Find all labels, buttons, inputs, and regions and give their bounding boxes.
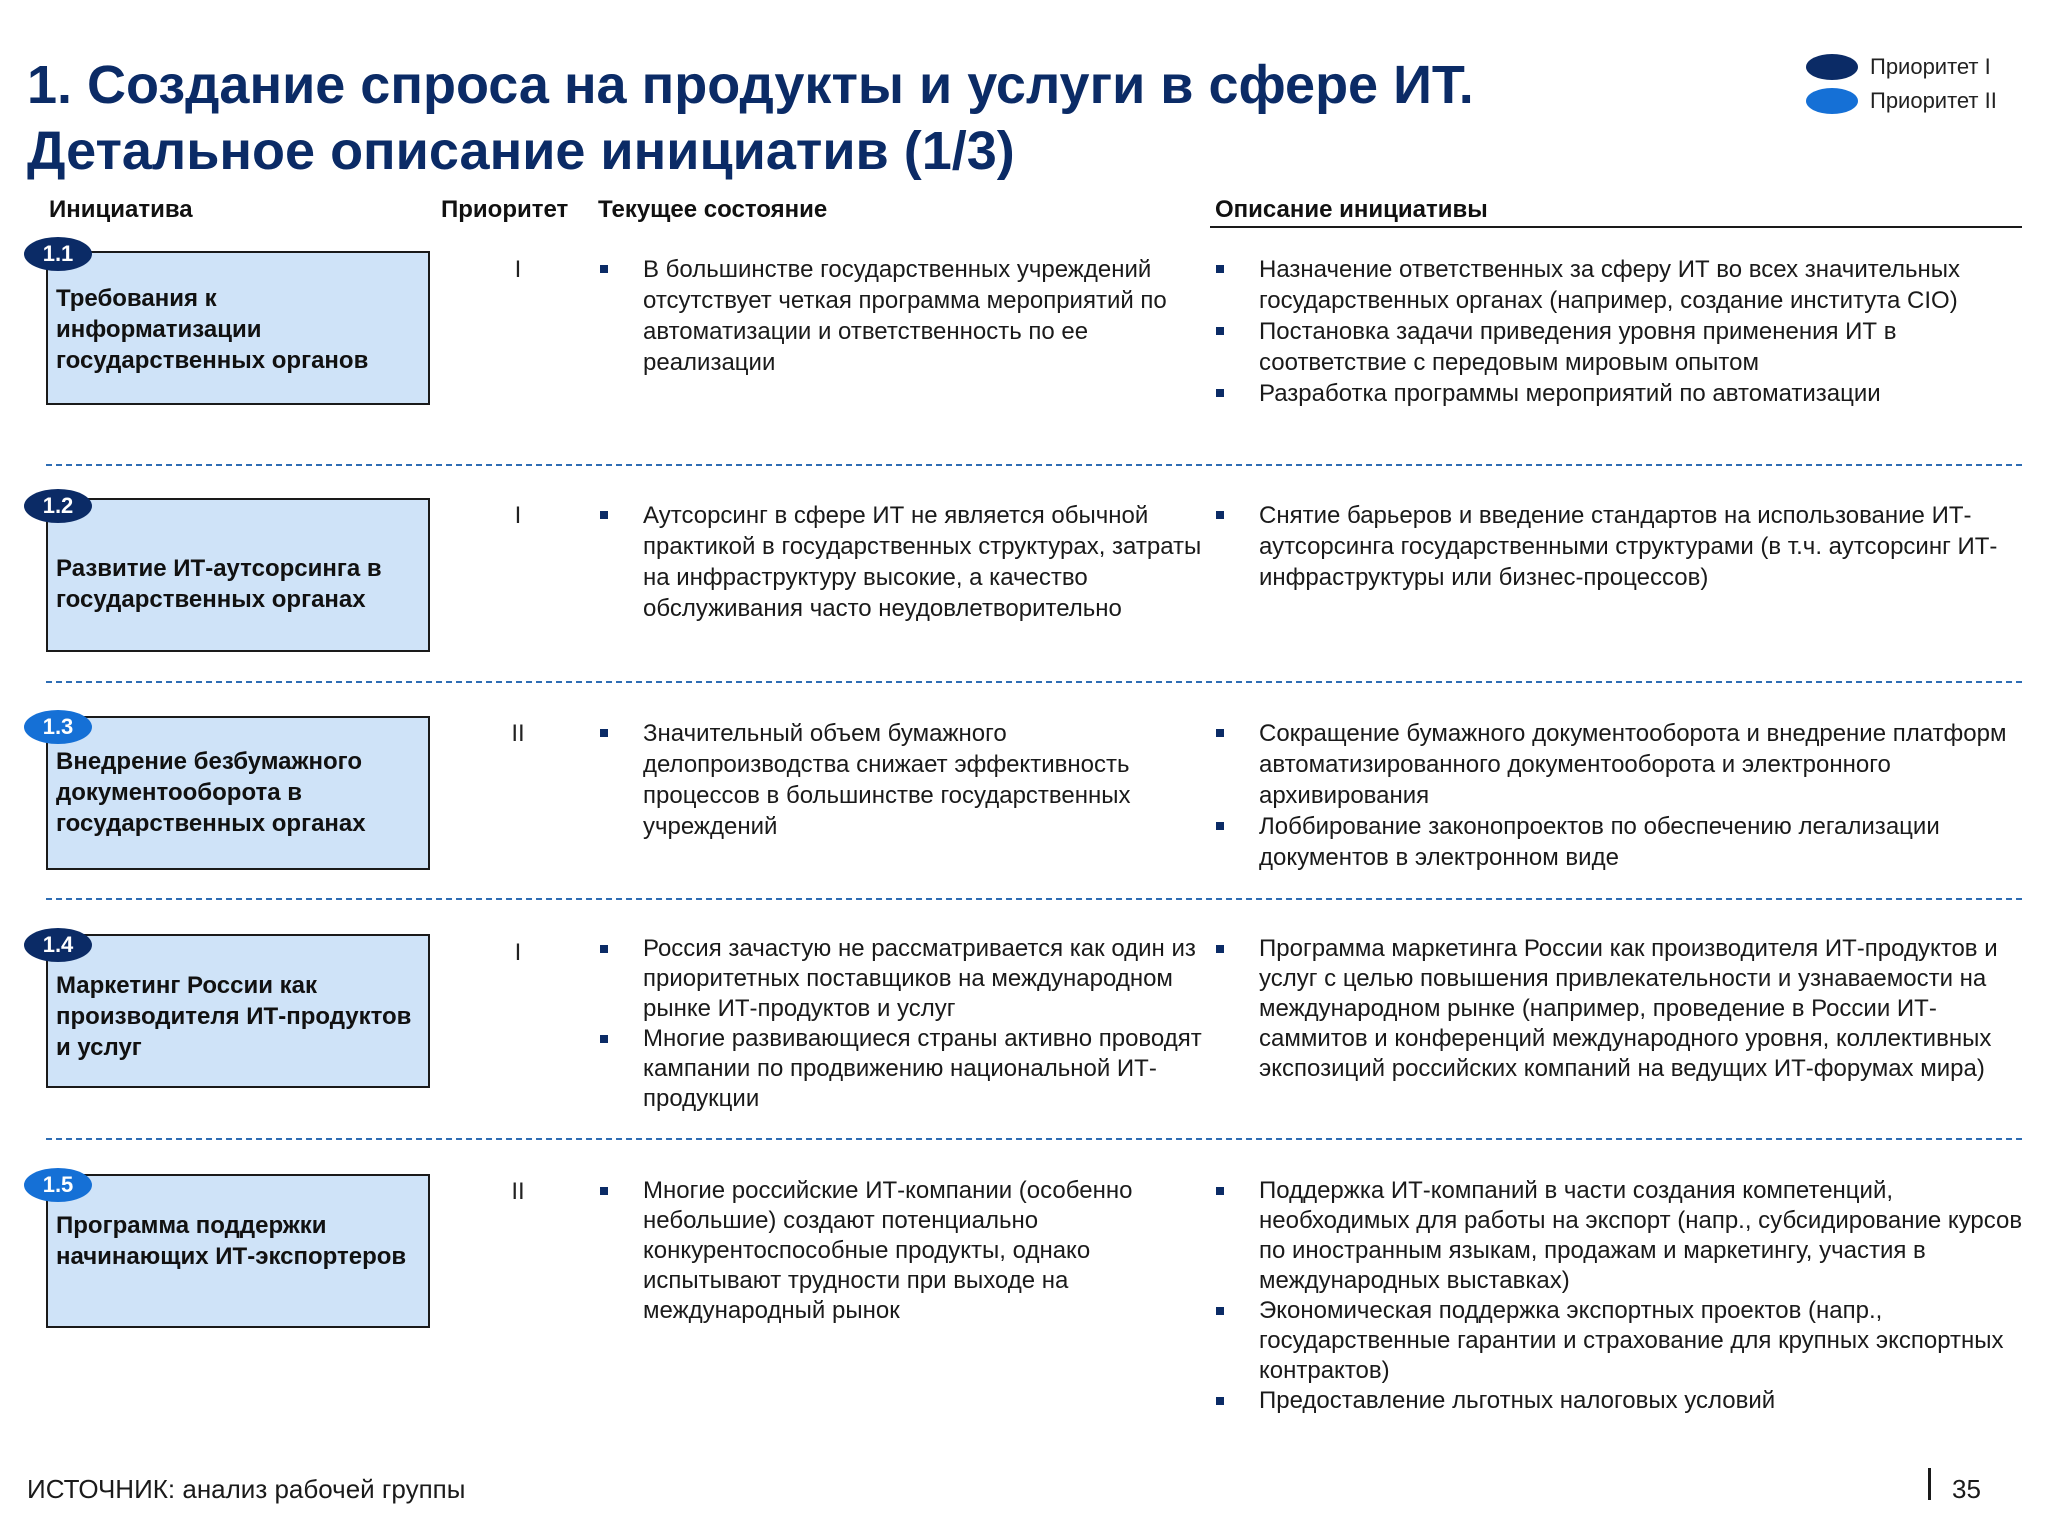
column-header-current-state: Текущее состояние	[598, 196, 828, 223]
description-item: Назначение ответственных за сферу ИТ во всех значительных государственных органах (например, создание института CIO)	[1216, 254, 2026, 316]
current-state-item: Значительный объем бумажного делопроизводства снижает эффективность процессов в большинстве государственных учреждений	[600, 718, 1210, 842]
description-item: Снятие барьеров и введение стандартов на использование ИТ-аутсорсинга государственными структурами (в т.ч. аутсорсинг ИТ-инфраструктуры или бизнес-процессов)	[1216, 500, 2026, 593]
row-separator	[46, 898, 2022, 900]
initiative-number-badge: 1.4	[24, 928, 92, 962]
current-state-list	[600, 718, 1210, 842]
initiative-box	[46, 498, 430, 652]
initiative-box	[46, 934, 430, 1088]
initiative-number-badge: 1.5	[24, 1168, 92, 1202]
priority-legend	[1806, 50, 1997, 118]
column-header-description: Описание инициативы	[1215, 196, 1488, 223]
initiative-title: Требования к информатизации государственных органов	[56, 285, 369, 374]
current-state-item: Аутсорсинг в сфере ИТ не является обычной практикой в государственных структурах, затраты на инфраструктуру высокие, а качество обслуживания часто неудовлетворительно	[600, 500, 1210, 624]
description-item: Постановка задачи приведения уровня применения ИТ в соответствие с передовым мировым опытом	[1216, 316, 2026, 378]
current-state-list	[600, 1176, 1210, 1326]
footer-divider	[1928, 1468, 1931, 1500]
description-item: Экономическая поддержка экспортных проектов (напр., государственные гарантии и страхование для крупных экспортных контрактов)	[1216, 1296, 2026, 1386]
row-separator	[46, 464, 2022, 466]
row-separator	[46, 1138, 2022, 1140]
description-item: Лоббирование законопроектов по обеспечению легализации документов в электронном виде	[1216, 811, 2026, 873]
description-list	[1216, 934, 2026, 1084]
initiative-title: Внедрение безбумажного документооборота в государственных органах	[56, 748, 366, 837]
current-state-item: Многие российские ИТ-компании (особенно небольшие) создают потенциально конкурентоспособные продукты, однако испытывают трудности при выходе на международный рынок	[600, 1176, 1210, 1326]
current-state-item: В большинстве государственных учреждений отсутствует четкая программа мероприятий по автоматизации и ответственность по ее реализации	[600, 254, 1210, 378]
column-header-priority: Приоритет	[441, 196, 569, 223]
page-title-line-2: Детальное описание инициатив (1/3)	[27, 121, 1015, 181]
initiative-box	[46, 716, 430, 870]
page-title-line-1: 1. Создание спроса на продукты и услуги в сфере ИТ.	[27, 55, 1474, 115]
initiative-number-badge: 1.2	[24, 489, 92, 523]
description-item: Сокращение бумажного документооборота и внедрение платформ автоматизированного документооборота и электронного архивирования	[1216, 718, 2026, 811]
current-state-list	[600, 500, 1210, 624]
description-item: Предоставление льготных налоговых условий	[1216, 1386, 2026, 1416]
current-state-item: Многие развивающиеся страны активно проводят кампании по продвижению национальной ИТ-продукции	[600, 1024, 1210, 1114]
priority-value: I	[514, 256, 522, 283]
header-rule	[1210, 226, 2022, 228]
legend-label: Приоритет I	[1870, 54, 1991, 79]
page-number: 35	[1952, 1474, 1981, 1504]
priority-value: I	[514, 939, 522, 966]
description-list	[1216, 1176, 2026, 1416]
legend-item-priority-2	[1806, 84, 1997, 118]
priority-value: II	[511, 1178, 525, 1205]
page-title	[27, 52, 1474, 184]
source-note: ИСТОЧНИК: анализ рабочей группы	[27, 1474, 466, 1504]
initiative-title: Маркетинг России как производителя ИТ-продуктов и услуг	[56, 972, 412, 1061]
current-state-item: Россия зачастую не рассматривается как один из приоритетных поставщиков на международном рынке ИТ-продуктов и услуг	[600, 934, 1210, 1024]
priority-value: II	[511, 720, 525, 747]
initiative-box	[46, 251, 430, 405]
description-list	[1216, 254, 2026, 409]
priority-value: I	[514, 502, 522, 529]
priority-1-dot-icon	[1806, 54, 1858, 80]
legend-item-priority-1	[1806, 50, 1997, 84]
priority-2-dot-icon	[1806, 88, 1858, 114]
initiative-number-badge: 1.3	[24, 710, 92, 744]
description-item: Поддержка ИТ-компаний в части создания компетенций, необходимых для работы на экспорт (напр., субсидирование курсов по иностранным языкам, продажам и маркетингу, участия в международных выставках)	[1216, 1176, 2026, 1296]
column-header-initiative: Инициатива	[49, 196, 193, 223]
initiative-number-badge: 1.1	[24, 237, 92, 271]
initiative-title: Программа поддержки начинающих ИТ-экспортеров	[56, 1212, 407, 1270]
description-item: Программа маркетинга России как производителя ИТ-продуктов и услуг с целью повышения привлекательности и узнаваемости на международном рынке (например, проведение в России ИТ-саммитов и конференций международного уровня, коллективных экспозиций российских компаний на ведущих ИТ-форумах мира)	[1216, 934, 2026, 1084]
initiative-title: Развитие ИТ-аутсорсинга в государственных органах	[56, 555, 382, 613]
row-separator	[46, 681, 2022, 683]
description-list	[1216, 718, 2026, 873]
description-list	[1216, 500, 2026, 593]
legend-label: Приоритет II	[1870, 88, 1997, 113]
description-item: Разработка программы мероприятий по автоматизации	[1216, 378, 2026, 409]
current-state-list	[600, 254, 1210, 378]
initiative-box	[46, 1174, 430, 1328]
current-state-list	[600, 934, 1210, 1114]
